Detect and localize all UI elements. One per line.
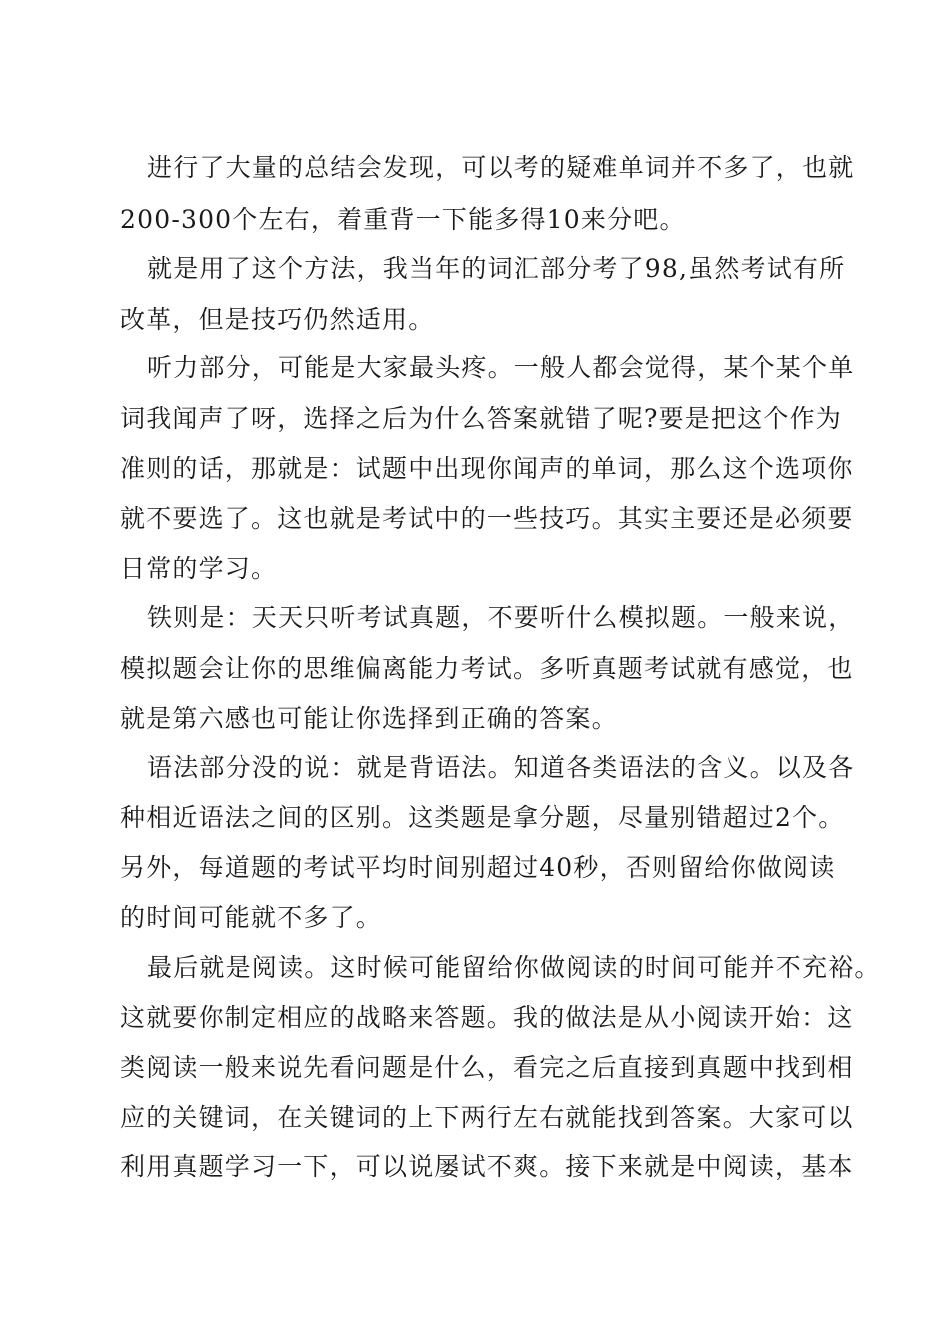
text-line: 日常的学习。	[120, 554, 278, 583]
text-line: 语法部分没的说：就是背语法。知道各类语法的含义。以及各	[147, 753, 855, 782]
text-line: 就不要选了。这也就是考试中的一些技巧。其实主要还是必须要	[120, 504, 854, 533]
text-line: 200-300个左右，着重背一下能多得10来分吧。	[120, 205, 686, 234]
text-line: 这就要你制定相应的战略来答题。我的做法是从小阅读开始：这	[120, 1003, 854, 1032]
text-line: 另外，每道题的考试平均时间别超过40秒，否则留给你做阅读	[120, 853, 836, 882]
text-line: 铁则是：天天只听考试真题，不要听什么模拟题。一般来说，	[147, 603, 855, 632]
text-line: 词我闻声了呀，选择之后为什么答案就错了呢?要是把这个作为	[120, 404, 843, 433]
text-line: 利用真题学习一下，可以说屡试不爽。接下来就是中阅读，基本	[120, 1152, 854, 1181]
text-line: 类阅读一般来说先看问题是什么，看完之后直接到真题中找到相	[120, 1053, 854, 1082]
text-line: 准则的话，那就是：试题中出现你闻声的单词，那么这个选项你	[120, 454, 854, 483]
text-line: 应的关键词，在关键词的上下两行左右就能找到答案。大家可以	[120, 1103, 854, 1132]
text-line: 进行了大量的总结会发现，可以考的疑难单词并不多了，也就	[147, 153, 855, 182]
text-line: 种相近语法之间的区别。这类题是拿分题，尽量别错超过2个。	[120, 803, 845, 832]
text-line: 最后就是阅读。这时候可能留给你做阅读的时间可能并不充裕。	[147, 953, 881, 982]
text-line: 就是用了这个方法，我当年的词汇部分考了98,虽然考试有所	[147, 254, 846, 283]
text-line: 改革，但是技巧仍然适用。	[120, 305, 435, 334]
text-line: 就是第六感也可能让你选择到正确的答案。	[120, 704, 618, 733]
text-line: 的时间可能就不多了。	[120, 903, 383, 932]
text-line: 模拟题会让你的思维偏离能力考试。多听真题考试就有感觉，也	[120, 654, 854, 683]
text-line: 听力部分，可能是大家最头疼。一般人都会觉得，某个某个单	[147, 353, 855, 382]
